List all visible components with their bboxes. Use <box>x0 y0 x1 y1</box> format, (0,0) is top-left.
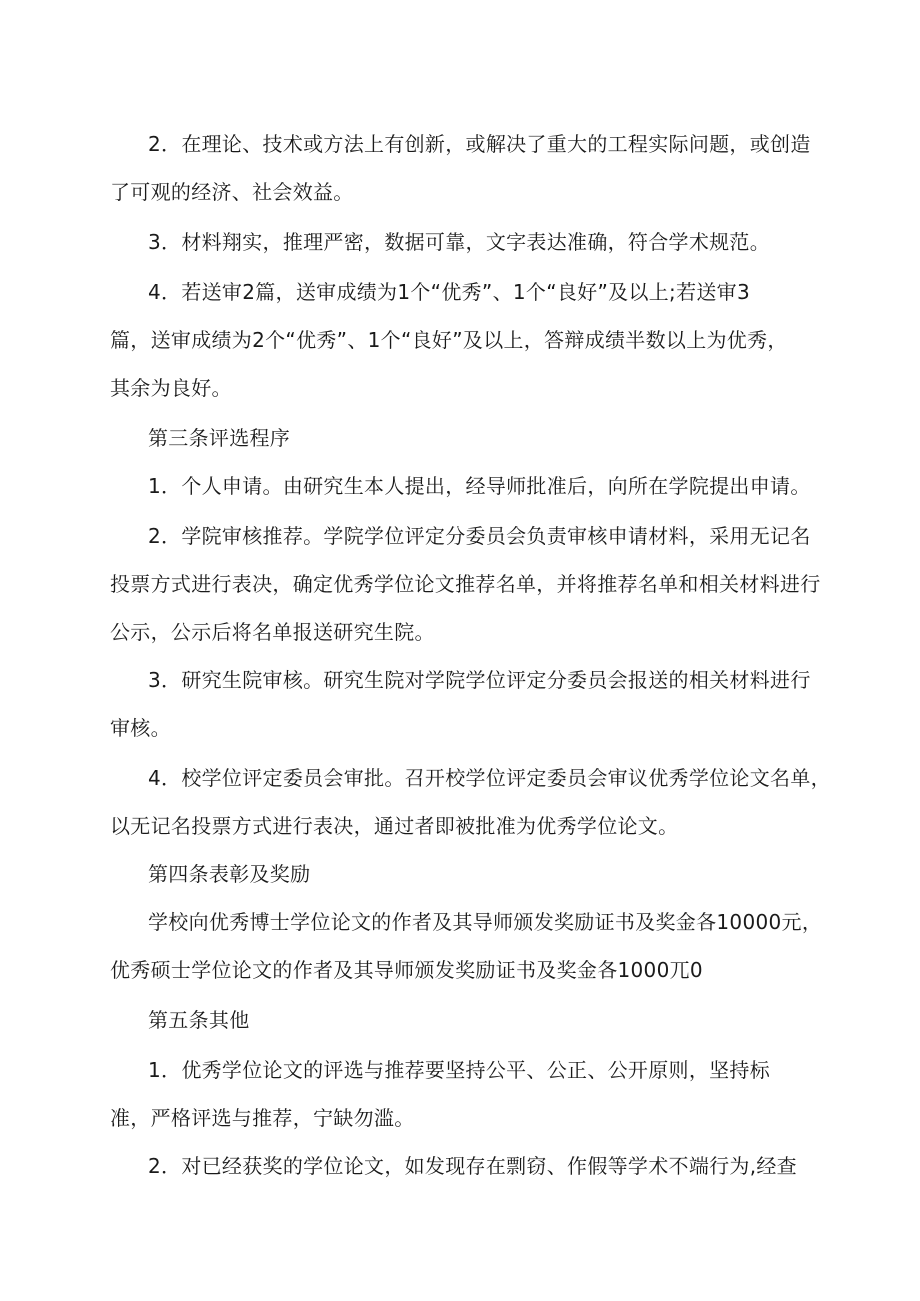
procedure-3-line-2: 审核。 <box>110 716 171 740</box>
criterion-2-line-2: 了可观的经济、社会效益。 <box>110 180 354 204</box>
criterion-3-line-1: 3．材料翔实，推理严密，数据可靠，文字表达准确，符合学术规范。 <box>148 230 771 254</box>
procedure-2-line-1: 2．学院审核推荐。学院学位评定分委员会负责审核申请材料，采用无记名 <box>148 524 811 548</box>
article-3-heading: 第三条评选程序 <box>148 426 291 450</box>
criterion-4-line-3: 其余为良好。 <box>110 376 232 400</box>
procedure-2-line-2: 投票方式进行表决，确定优秀学位论文推荐名单，并将推荐名单和相关材料进行 <box>110 572 821 596</box>
other-1-line-2: 准，严格评选与推荐，宁缺勿滥。 <box>110 1106 415 1130</box>
other-2-line-1: 2．对已经获奖的学位论文，如发现存在剽窃、作假等学术不端行为,经查 <box>148 1154 797 1178</box>
procedure-2-line-3: 公示，公示后将名单报送研究生院。 <box>110 620 435 644</box>
procedure-4-line-1: 4．校学位评定委员会审批。召开校学位评定委员会审议优秀学位论文名单， <box>148 766 831 790</box>
reward-line-1: 学校向优秀博士学位论文的作者及其导师颁发奖励证书及奖金各10000元， <box>148 910 823 934</box>
procedure-1-line-1: 1．个人申请。由研究生本人提出，经导师批准后，向所在学院提出申请。 <box>148 474 811 498</box>
article-5-heading: 第五条其他 <box>148 1008 250 1032</box>
criterion-4-line-1: 4．若送审2篇，送审成绩为1个“优秀”、1个“良好”及以上;若送审3 <box>148 280 751 304</box>
criterion-4-line-2: 篇，送审成绩为2个“优秀”、1个“良好”及以上，答辩成绩半数以上为优秀， <box>110 328 788 352</box>
procedure-3-line-1: 3．研究生院审核。研究生院对学院学位评定分委员会报送的相关材料进行 <box>148 668 811 692</box>
criterion-2-line-1: 2．在理论、技术或方法上有创新，或解决了重大的工程实际问题，或创造 <box>148 132 811 156</box>
reward-line-2: 优秀硕士学位论文的作者及其导师颁发奖励证书及奖金各1000兀0 <box>110 958 703 982</box>
procedure-4-line-2: 以无记名投票方式进行表决，通过者即被批准为优秀学位论文。 <box>110 814 679 838</box>
other-1-line-1: 1．优秀学位论文的评选与推荐要坚持公平、公正、公开原则，坚持标 <box>148 1058 771 1082</box>
article-4-heading: 第四条表彰及奖励 <box>148 862 311 886</box>
